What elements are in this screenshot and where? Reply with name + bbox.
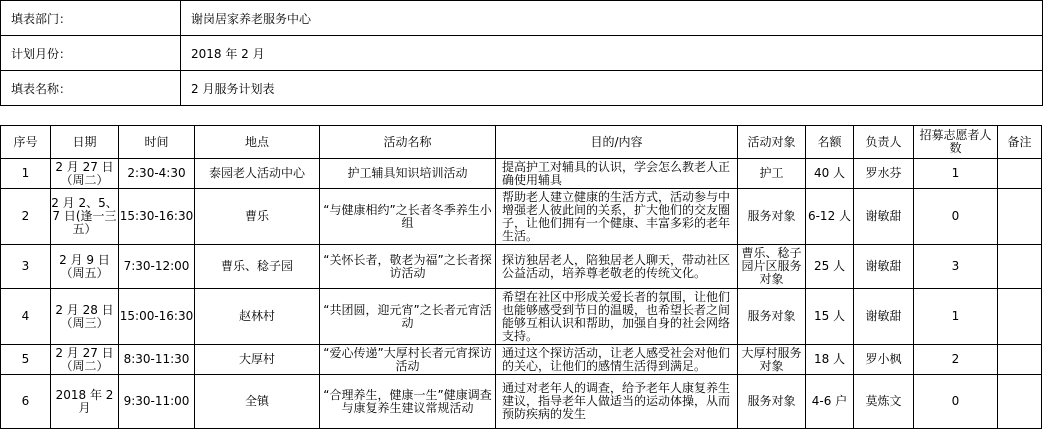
cell-target: 曹乐、稔子园片区服务对象 [738, 245, 806, 289]
cell-date: 2 月 2、5、7 日(逢一三五） [51, 189, 119, 245]
info-value: 2 月服务计划表 [181, 71, 1043, 106]
table-row [1, 345, 1042, 375]
cell-time: 7:30-12:00 [119, 245, 195, 289]
cell-no: 3 [1, 245, 51, 289]
cell-time: 8:30-11:30 [119, 345, 195, 375]
cell-leader: 罗小枫 [854, 345, 914, 375]
cell-content: 通过对老年人的调查，给予老年人康复养生建议，指导老年人做适当的运动体操，从而预防疾病的发生 [496, 375, 738, 429]
cell-target: 服务对象 [738, 289, 806, 345]
column-header: 名额 [806, 126, 854, 159]
column-header: 日期 [51, 126, 119, 159]
cell-leader: 谢敏甜 [854, 289, 914, 345]
info-value: 谢岗居家养老服务中心 [181, 1, 1043, 36]
table-row [1, 375, 1042, 429]
info-row-department [1, 1, 1043, 36]
cell-no: 6 [1, 375, 51, 429]
cell-remark [998, 345, 1042, 375]
cell-remark [998, 159, 1042, 189]
cell-content: 通过这个探访活动，让老人感受社会对他们的关心，让他们的感情生活得到满足。 [496, 345, 738, 375]
cell-date: 2 月 9 日（周五） [51, 245, 119, 289]
cell-remark [998, 289, 1042, 345]
cell-no: 5 [1, 345, 51, 375]
cell-time: 9:30-11:00 [119, 375, 195, 429]
cell-activity-name: “与健康相约”之长者冬季养生小组 [320, 189, 496, 245]
cell-volunteers: 2 [914, 345, 998, 375]
cell-volunteers: 0 [914, 375, 998, 429]
cell-content: 希望在社区中形成关爱长者的氛围，让他们也能够感受到节日的温暖，也希望长者之间能够互相认识和帮助，加强自身的社会网络支持。 [496, 289, 738, 345]
cell-no: 1 [1, 159, 51, 189]
cell-activity-name: “爱心传递”大厚村长者元宵探访活动 [320, 345, 496, 375]
cell-target: 大厚村服务对象 [738, 345, 806, 375]
info-value: 2018 年 2 月 [181, 36, 1043, 71]
cell-date: 2018 年 2 月 [51, 375, 119, 429]
cell-place: 泰园老人活动中心 [195, 159, 320, 189]
cell-time: 15:00-16:30 [119, 289, 195, 345]
table-row [1, 159, 1042, 189]
cell-no: 4 [1, 289, 51, 345]
info-row-month [1, 36, 1043, 71]
column-header: 招募志愿者人数 [914, 126, 998, 159]
info-row-form-name [1, 71, 1043, 106]
cell-content: 提高护工对辅具的认识，学会怎么教老人正确使用辅具 [496, 159, 738, 189]
column-header: 负责人 [854, 126, 914, 159]
table-row [1, 289, 1042, 345]
cell-activity-name: “合理养生，健康一生”健康调查与康复养生建议常规活动 [320, 375, 496, 429]
cell-place: 曹乐 [195, 189, 320, 245]
cell-quota: 40 人 [806, 159, 854, 189]
cell-activity-name: 护工辅具知识培训活动 [320, 159, 496, 189]
cell-content: 帮助老人建立健康的生活方式，活动参与中增强老人彼此间的关系，扩大他们的交友圈子，让他们拥有一个健康、丰富多彩的老年生活。 [496, 189, 738, 245]
cell-leader: 谢敏甜 [854, 189, 914, 245]
cell-activity-name: “关怀长者，敬老为福”之长者探访活动 [320, 245, 496, 289]
cell-volunteers: 3 [914, 245, 998, 289]
cell-target: 护工 [738, 159, 806, 189]
cell-quota: 15 人 [806, 289, 854, 345]
column-header: 活动名称 [320, 126, 496, 159]
cell-date: 2 月 27 日（周二） [51, 159, 119, 189]
column-header: 活动对象 [738, 126, 806, 159]
info-label: 填表名称： [1, 71, 181, 106]
cell-quota: 18 人 [806, 345, 854, 375]
column-header: 时间 [119, 126, 195, 159]
cell-target: 服务对象 [738, 189, 806, 245]
cell-leader: 罗水芬 [854, 159, 914, 189]
cell-remark [998, 189, 1042, 245]
cell-time: 2:30-4:30 [119, 159, 195, 189]
table-row [1, 189, 1042, 245]
column-header: 目的/内容 [496, 126, 738, 159]
cell-place: 大厚村 [195, 345, 320, 375]
column-header: 序号 [1, 126, 51, 159]
column-header: 地点 [195, 126, 320, 159]
table-row [1, 245, 1042, 289]
service-plan-table [0, 125, 1042, 429]
cell-no: 2 [1, 189, 51, 245]
header-info-table [0, 0, 1043, 106]
cell-remark [998, 245, 1042, 289]
cell-place: 曹乐、稔子园 [195, 245, 320, 289]
cell-content: 探访独居老人，陪独居老人聊天，带动社区公益活动，培养尊老敬老的传统文化。 [496, 245, 738, 289]
cell-activity-name: “共团圆，迎元宵”之长者元宵活动 [320, 289, 496, 345]
cell-quota: 6-12 人 [806, 189, 854, 245]
column-header: 备注 [998, 126, 1042, 159]
info-label: 计划月份： [1, 36, 181, 71]
cell-leader: 莫炼文 [854, 375, 914, 429]
cell-volunteers: 1 [914, 159, 998, 189]
cell-quota: 25 人 [806, 245, 854, 289]
cell-volunteers: 0 [914, 189, 998, 245]
cell-leader: 谢敏甜 [854, 245, 914, 289]
cell-target: 服务对象 [738, 375, 806, 429]
cell-volunteers: 1 [914, 289, 998, 345]
cell-place: 全镇 [195, 375, 320, 429]
cell-place: 赵林村 [195, 289, 320, 345]
cell-time: 15:30-16:30 [119, 189, 195, 245]
cell-quota: 4-6 户 [806, 375, 854, 429]
info-label: 填表部门： [1, 1, 181, 36]
cell-remark [998, 375, 1042, 429]
cell-date: 2 月 27 日（周二） [51, 345, 119, 375]
cell-date: 2 月 28 日（周三） [51, 289, 119, 345]
table-header-row [1, 126, 1042, 159]
